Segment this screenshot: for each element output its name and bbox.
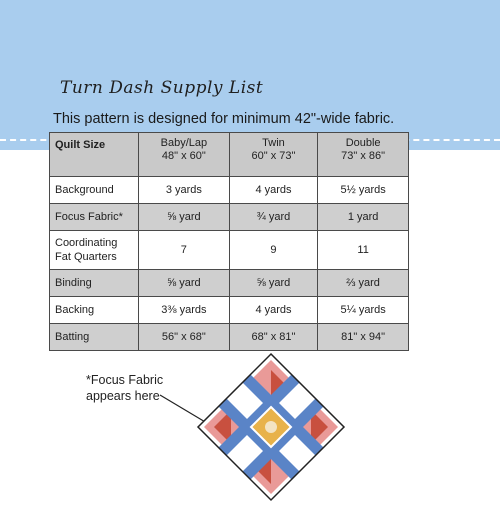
table-cell: 7 <box>139 231 230 270</box>
page-subtitle: This pattern is designed for minimum 42"-wide fabric. <box>53 111 395 127</box>
column-header: Twin 60" x 73" <box>229 133 318 177</box>
table-cell: 5½ yards <box>318 177 409 204</box>
table-cell: ⅔ yard <box>318 270 409 297</box>
row-label: Background <box>50 177 139 204</box>
table-cell: 4 yards <box>229 177 318 204</box>
row-label: Focus Fabric* <box>50 204 139 231</box>
table-cell: 3⅜ yards <box>139 297 230 324</box>
row-label: Backing <box>50 297 139 324</box>
page-title: Turn Dash Supply List <box>60 78 264 98</box>
callout-line: appears here <box>86 389 160 403</box>
table-cell: 3 yards <box>139 177 230 204</box>
table-cell: ¾ yard <box>229 204 318 231</box>
row-label: Batting <box>50 324 139 351</box>
table-cell: 1 yard <box>318 204 409 231</box>
row-label: Binding <box>50 270 139 297</box>
table-cell: 11 <box>318 231 409 270</box>
row-label: Coordinating Fat Quarters <box>50 231 139 270</box>
column-header: Baby/Lap 48" x 60" <box>139 133 230 177</box>
column-header: Quilt Size <box>50 133 139 177</box>
table-cell: 81" x 94" <box>318 324 409 351</box>
table-cell: ⅝ yard <box>229 270 318 297</box>
table-cell: 56" x 68" <box>139 324 230 351</box>
table-cell: 5¼ yards <box>318 297 409 324</box>
table-cell: ⅝ yard <box>139 270 230 297</box>
column-header: Double 73" x 86" <box>318 133 409 177</box>
table-cell: 4 yards <box>229 297 318 324</box>
quilt-block-icon <box>196 352 346 502</box>
table-cell: ⅝ yard <box>139 204 230 231</box>
table-cell: 68" x 81" <box>229 324 318 351</box>
callout-line: *Focus Fabric <box>86 373 164 387</box>
table-cell: 9 <box>229 231 318 270</box>
